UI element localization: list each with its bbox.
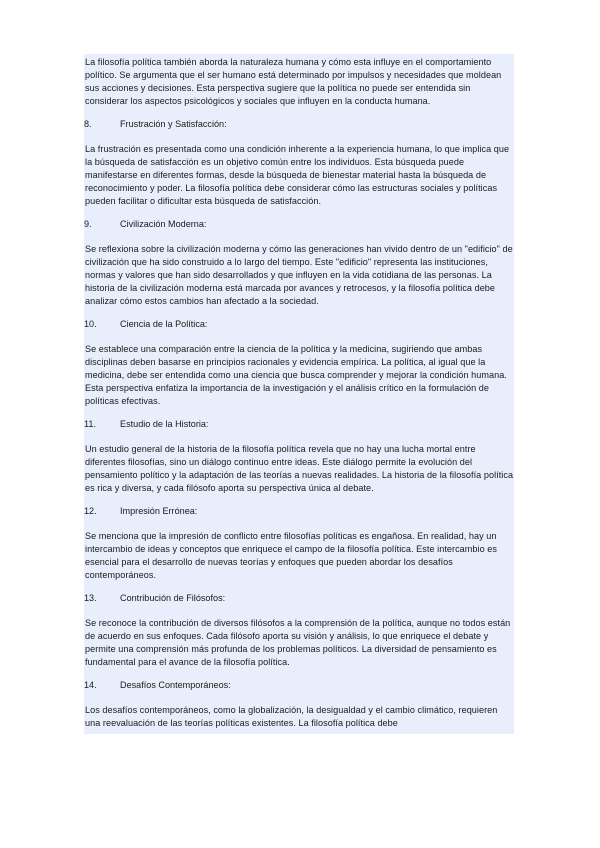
section-title: Estudio de la Historia:: [120, 419, 209, 429]
section-title: Desafíos Contemporáneos:: [120, 680, 231, 690]
section-heading-14: [84, 679, 514, 692]
section-title: Ciencia de la Política:: [120, 319, 208, 329]
section-paragraph-12: Se menciona que la impresión de conflicto entre filosofías políticas es engañosa. En realidad, hay un intercambio de ideas y conceptos que enriquece el campo de la filosofía política. Este intercambio es esencial para el desarrollo de nuevas teorías y enfoques que pueden abordar los desafíos contemporáneos.: [85, 531, 497, 580]
section-number: 14.: [84, 680, 97, 690]
section-paragraph-11: Un estudio general de la historia de la filosofía política revela que no hay una lucha mortal entre diferentes filosofías, sino un diálogo continuo entre ideas. Este diálogo permite la evolución del pensamiento político y la adaptación de las teorías a nuevas realidades. La historia de la filosofía política es rica y diversa, y cada filósofo aporta su perspectiva única al debate.: [85, 444, 514, 493]
section-paragraph-10: Se establece una comparación entre la ciencia de la política y la medicina, sugiriendo que ambas disciplinas deben basarse en principios racionales y evidencia empírica. La política, al igual que la medicina, debe ser entendida como una ciencia que busca comprender y mejorar la condición humana. Esta perspectiva enfatiza la importancia de la investigación y el análisis crítico en la formulación de políticas efectivas.: [85, 344, 507, 406]
intro-paragraph: La filosofía política también aborda la naturaleza humana y cómo esta influye en el comportamiento político. Se argumenta que el ser humano está determinado por impulsos y necesidades que moldean sus acciones y decisiones. Esta perspectiva sugiere que la política no puede ser entendida sin considerar los aspectos psicológicos y sociales que influyen en la conducta humana.: [85, 57, 502, 106]
section-number: 11.: [84, 419, 96, 429]
section-paragraph-13: Se reconoce la contribución de diversos filósofos a la comprensión de la política, aunque no todos están de acuerdo en sus enfoques. Cada filósofo aporta su visión y análisis, lo que enriquece el debate y permite una comprensión más profunda de los problemas políticos. La diversidad de pensamiento es fundamental para el avance de la filosofía política.: [85, 618, 511, 667]
section-title: Contribución de Filósofos:: [120, 593, 226, 603]
section-number: 12.: [84, 506, 97, 516]
section-paragraph-14: Los desafíos contemporáneos, como la globalización, la desigualdad y el cambio climático, requieren una reevaluación de las teorías políticas existentes. La filosofía política debe: [85, 705, 498, 728]
section-title: Frustración y Satisfacción:: [120, 119, 227, 129]
section-number: 8.: [84, 119, 92, 129]
section-number: 9.: [84, 219, 92, 229]
section-heading-10: [84, 318, 514, 331]
section-paragraph-9: Se reflexiona sobre la civilización moderna y cómo las generaciones han vivido dentro de un "edificio" de civilización que ha sido construido a lo largo del tiempo. Este "edificio" representa las instituciones, normas y valores que han sido desarrollados y que influyen en la vida cotidiana de las personas. La historia de la civilización moderna está marcada por avances y retrocesos, y la filosofía política debe analizar cómo estos cambios han afectado a la sociedad.: [85, 244, 513, 306]
section-title: Impresión Errónea:: [120, 506, 198, 516]
section-number: 10.: [84, 319, 97, 329]
document-body: [84, 54, 514, 734]
section-heading-9: [84, 218, 514, 231]
section-heading-8: [84, 118, 514, 131]
section-heading-12: [84, 505, 514, 518]
section-number: 13.: [84, 593, 97, 603]
section-heading-11: [84, 418, 514, 431]
section-title: Civilización Moderna:: [120, 219, 207, 229]
section-heading-13: [84, 592, 514, 605]
section-paragraph-8: La frustración es presentada como una condición inherente a la experiencia humana, lo que implica que la búsqueda de satisfacción es un objetivo común entre los individuos. Esta búsqueda puede manifestarse en diferentes formas, desde la búsqueda de bienestar material hasta la búsqueda de reconocimiento y poder. La filosofía política debe considerar cómo las estructuras sociales y políticas pueden facilitar o dificultar esta búsqueda de satisfacción.: [85, 144, 510, 206]
